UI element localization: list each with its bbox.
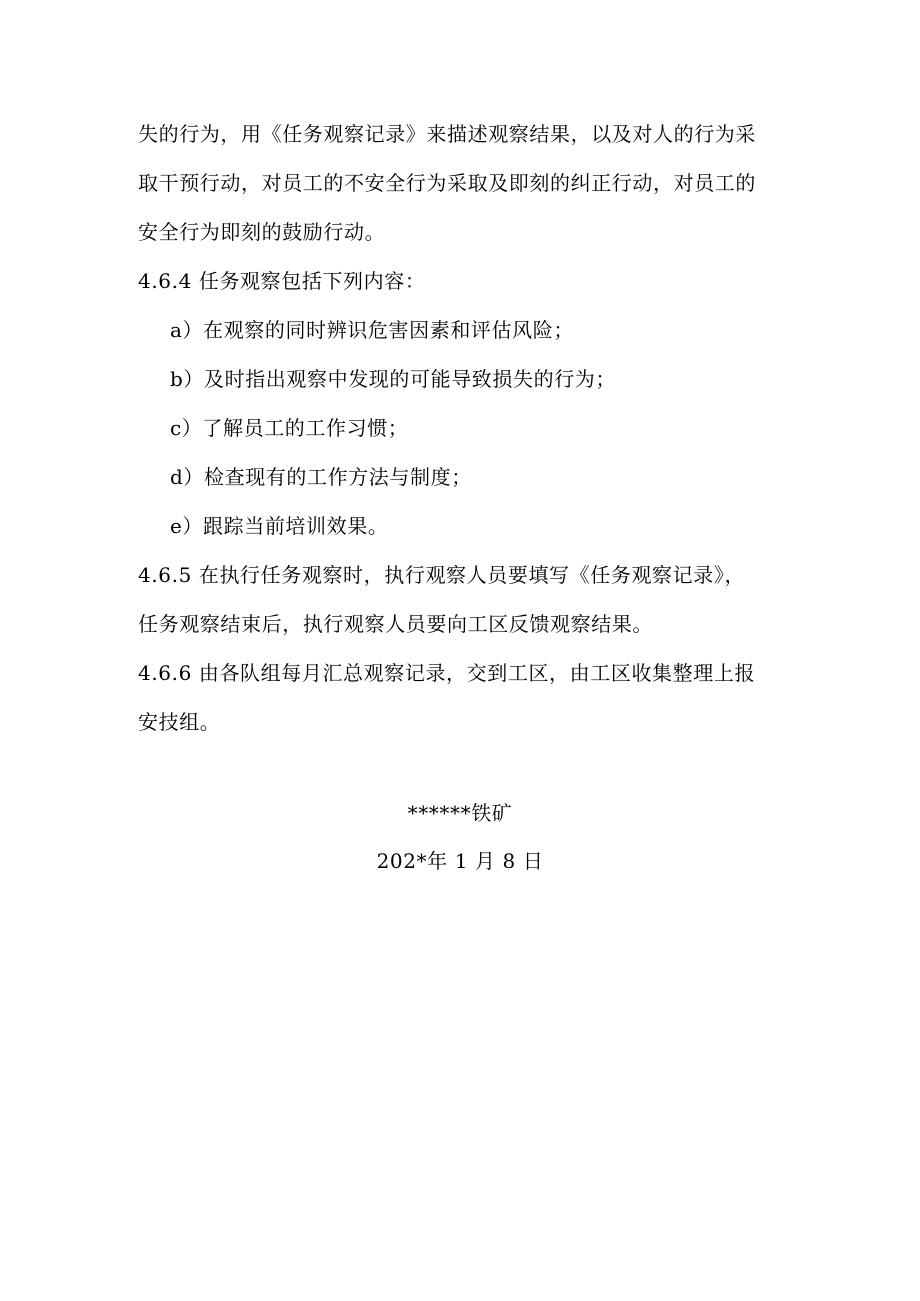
- list-item-a: a）在观察的同时辨识危害因素和评估风险；: [170, 318, 574, 342]
- list-item-c: c）了解员工的工作习惯；: [170, 416, 409, 440]
- list-item-b: b）及时指出观察中发现的可能导致损失的行为；: [170, 367, 617, 391]
- section-heading-4-6-6: 4.6.6 由各队组每月汇总观察记录，交到工区，由工区收集整理上报: [138, 661, 756, 685]
- section-heading-4-6-4: 4.6.4 任务观察包括下列内容：: [138, 269, 426, 293]
- paragraph-line: 取干预行动，对员工的不安全行为采取及即刻的纠正行动，对员工的: [138, 171, 756, 195]
- signature-organization: ******铁矿: [407, 801, 513, 825]
- paragraph-line: 任务观察结束后，执行观察人员要向工区反馈观察结果。: [138, 612, 653, 636]
- list-item-d: d）检查现有的工作方法与制度；: [170, 465, 472, 489]
- list-item-e: e）跟踪当前培训效果。: [170, 514, 389, 538]
- section-heading-4-6-5: 4.6.5 在执行任务观察时，执行观察人员要填写《任务观察记录》，: [138, 563, 746, 587]
- signature-date: 202*年 1 月 8 日: [376, 849, 544, 873]
- paragraph-line: 安技组。: [138, 710, 221, 734]
- paragraph-line: 安全行为即刻的鼓励行动。: [138, 220, 386, 244]
- paragraph-line: 失的行为，用《任务观察记录》来描述观察结果，以及对人的行为采: [138, 122, 756, 146]
